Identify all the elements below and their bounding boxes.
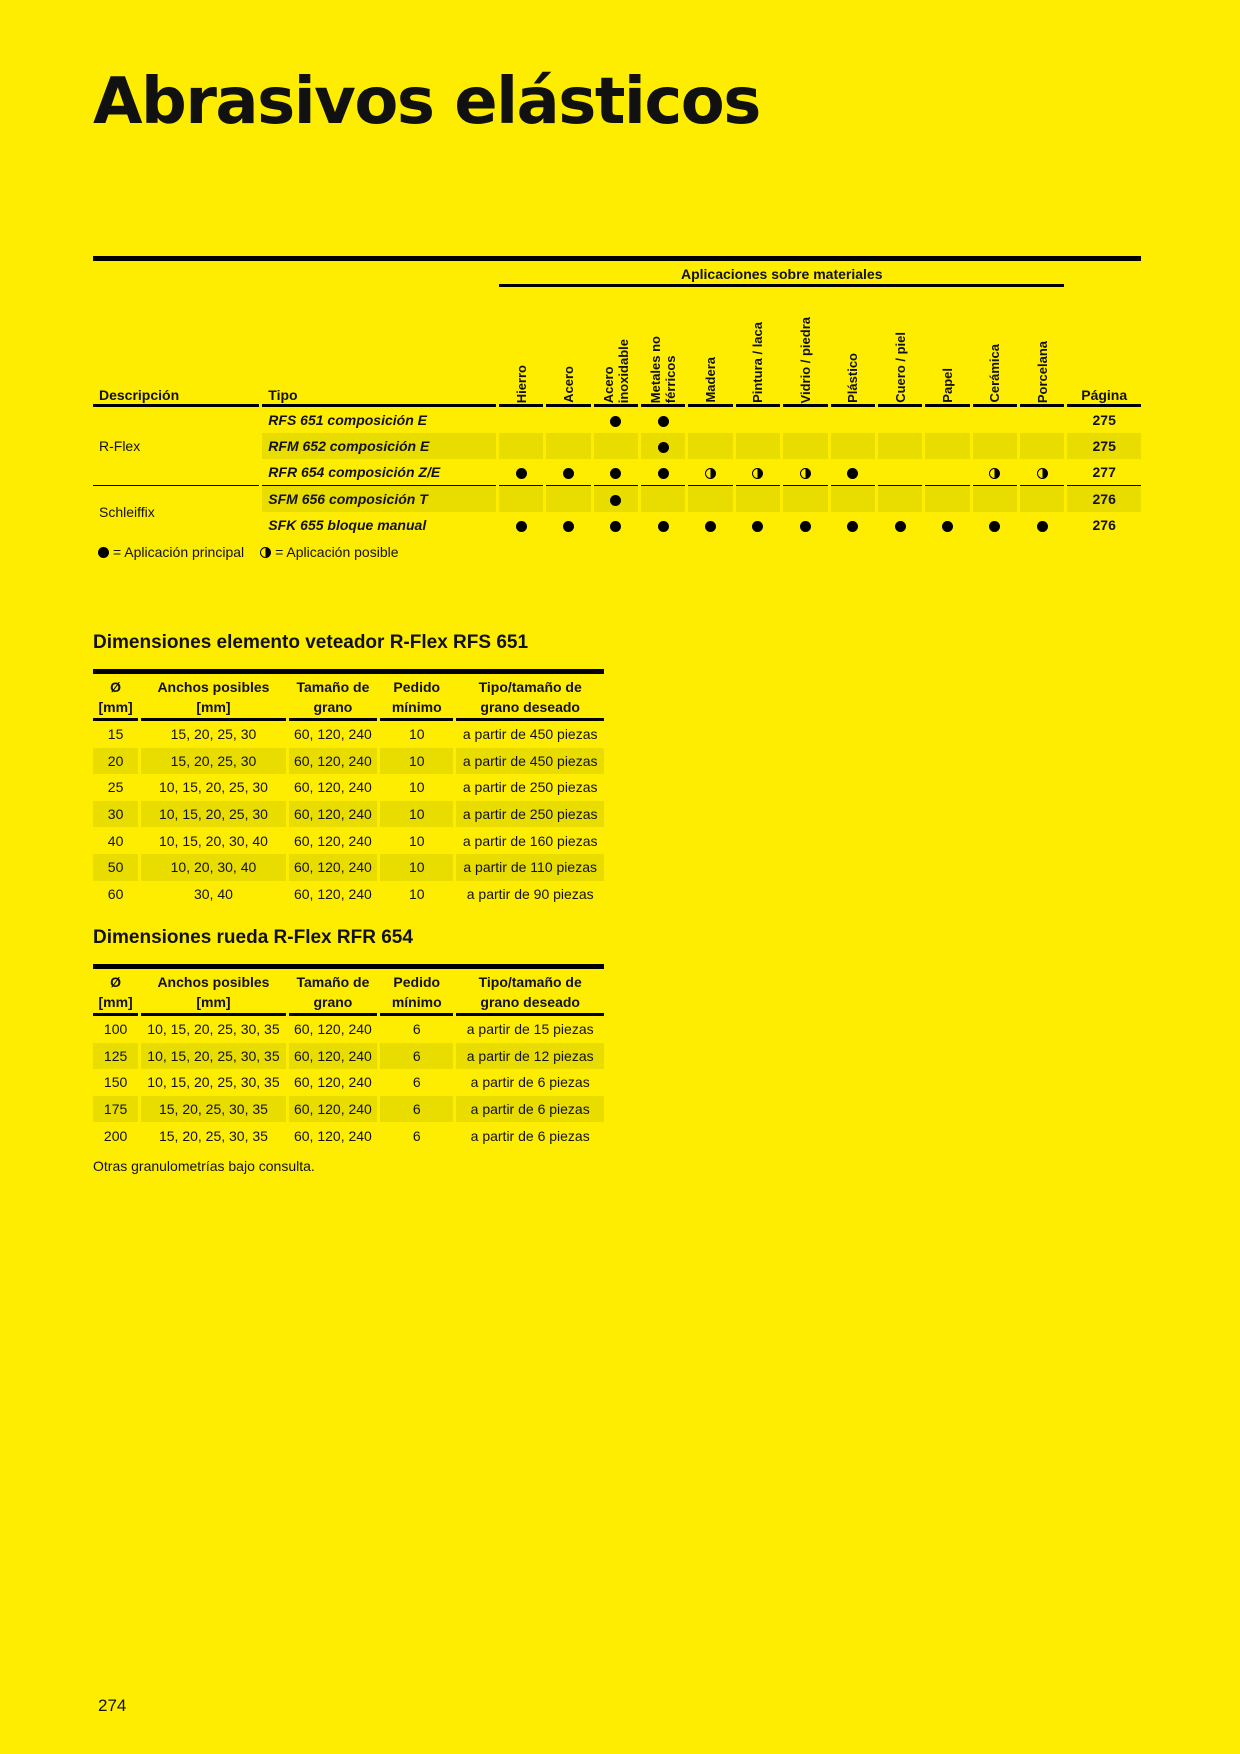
col-tamano-grano-cell: 60, 120, 240	[289, 854, 377, 881]
table-row	[93, 748, 604, 775]
col-tamano-grano-cell: 60, 120, 240	[293, 779, 372, 796]
col-diametro-cell: 30	[93, 801, 138, 828]
app-cell	[1020, 459, 1065, 486]
app-cell	[499, 459, 543, 486]
full-dot-icon	[1037, 521, 1048, 532]
app-cell	[736, 459, 780, 486]
col-diametro-cell: 15	[107, 726, 124, 743]
materials-group-header: Aplicaciones sobre materiales	[499, 264, 1064, 287]
full-dot-icon	[563, 521, 574, 532]
col-tamano-grano-cell: 60, 120, 240	[293, 1127, 372, 1144]
app-cell	[736, 433, 780, 459]
full-dot-icon	[658, 442, 669, 453]
row-tipo: SFM 656 composición T	[262, 486, 496, 512]
rfs-dimensions-table	[93, 669, 604, 907]
col-anchos-cell: 10, 15, 20, 25, 30, 35	[147, 1021, 280, 1038]
col-tipo-grano-cell: a partir de 450 piezas	[462, 726, 598, 743]
col-pedido-minimo-cell: 10	[408, 832, 425, 849]
app-cell	[831, 433, 875, 459]
app-cell	[925, 433, 969, 459]
col-material-4: Madera	[688, 287, 732, 407]
col-material-0: Hierro	[499, 287, 543, 407]
app-cell	[594, 407, 638, 433]
col-pedido-minimo-cell: 10	[408, 726, 425, 743]
col-tamano-grano-cell: 60, 120, 240	[293, 1021, 372, 1038]
app-cell	[973, 459, 1017, 486]
table-row	[93, 1016, 604, 1043]
col-tamano-grano-cell: 60, 120, 240	[289, 1096, 377, 1123]
row-descripcion: R-Flex	[93, 407, 259, 486]
full-dot-icon	[610, 416, 621, 427]
app-cell	[499, 433, 543, 459]
app-cell	[688, 486, 732, 512]
app-cell	[688, 407, 732, 433]
app-cell	[499, 407, 543, 433]
legend-principal: = Aplicación principal	[98, 544, 244, 560]
row-tipo: RFS 651 composición E	[268, 412, 427, 428]
col-anchos: Anchos posibles [mm]	[141, 677, 286, 721]
app-cell	[878, 459, 922, 486]
app-cell	[831, 486, 875, 512]
full-dot-icon	[563, 468, 574, 479]
col-material-10: Cerámica	[973, 287, 1017, 407]
rfs-table-title: Dimensiones elemento veteador R-Flex RFS 651	[93, 632, 529, 653]
app-cell	[546, 407, 590, 433]
app-cell	[594, 459, 638, 486]
col-diametro-cell: 200	[103, 1127, 128, 1144]
col-pedido-minimo-cell: 10	[408, 779, 425, 796]
row-pagina: 275	[1067, 433, 1141, 459]
app-cell	[783, 486, 827, 512]
col-tipo-grano: Tipo/tamaño de grano deseado	[456, 677, 604, 721]
col-tamano-grano-cell: 60, 120, 240	[289, 1043, 377, 1070]
col-anchos-cell: 10, 20, 30, 40	[141, 854, 286, 881]
top-rule	[93, 256, 1141, 261]
row-tipo: SFK 655 bloque manual	[268, 517, 427, 533]
col-tamano-grano-cell: 60, 120, 240	[293, 726, 372, 743]
table-row	[93, 854, 604, 881]
app-cell	[1020, 486, 1065, 512]
app-cell	[641, 486, 685, 512]
full-dot-icon	[610, 468, 621, 479]
app-cell	[736, 407, 780, 433]
table-row	[93, 486, 1141, 512]
col-pedido-minimo-cell: 6	[380, 1043, 453, 1070]
row-pagina: 276	[1092, 517, 1116, 533]
col-tipo-grano-cell: a partir de 250 piezas	[456, 801, 604, 828]
app-cell	[594, 512, 638, 538]
app-cell	[783, 512, 827, 538]
col-tipo-grano-cell: a partir de 15 piezas	[466, 1021, 594, 1038]
legend-posible: = Aplicación posible	[260, 544, 398, 560]
rfr-table-title: Dimensiones rueda R-Flex RFR 654	[93, 927, 413, 948]
col-diametro-cell: 20	[93, 748, 138, 775]
col-pedido-minimo: Pedido mínimo	[380, 972, 453, 1016]
full-dot-icon	[752, 521, 763, 532]
full-dot-icon	[658, 468, 669, 479]
col-tamano-grano: Tamaño de grano	[289, 677, 377, 721]
col-tamano-grano-cell: 60, 120, 240	[293, 885, 372, 902]
col-tipo-grano-cell: a partir de 12 piezas	[456, 1043, 604, 1070]
col-tipo-grano-cell: a partir de 6 piezas	[470, 1074, 590, 1091]
app-cell	[641, 407, 685, 433]
table-row	[93, 801, 604, 828]
col-anchos-cell: 10, 15, 20, 25, 30	[158, 779, 268, 796]
col-anchos-cell: 15, 20, 25, 30	[170, 726, 257, 743]
app-cell	[878, 407, 922, 433]
app-cell	[783, 433, 827, 459]
app-cell	[594, 486, 638, 512]
table-row	[93, 721, 604, 748]
col-pedido-minimo-cell: 6	[412, 1127, 421, 1144]
col-descripcion: Descripción	[93, 287, 259, 407]
col-anchos-cell: 10, 15, 20, 25, 30, 35	[147, 1074, 280, 1091]
col-pedido-minimo-cell: 10	[408, 885, 425, 902]
app-cell	[878, 486, 922, 512]
table-header	[93, 677, 604, 721]
col-diametro-cell: 175	[93, 1096, 138, 1123]
table-row	[93, 407, 1141, 433]
app-cell	[973, 407, 1017, 433]
app-cell	[546, 512, 590, 538]
app-cell	[641, 512, 685, 538]
col-anchos-cell: 15, 20, 25, 30	[141, 748, 286, 775]
row-tipo: RFM 652 composición E	[262, 433, 496, 459]
full-dot-icon	[895, 521, 906, 532]
row-pagina: 276	[1067, 486, 1141, 512]
application-matrix	[93, 256, 1141, 560]
app-cell	[783, 407, 827, 433]
half-dot-icon	[1037, 468, 1048, 479]
col-pedido-minimo-cell: 10	[380, 854, 453, 881]
col-tamano-grano-cell: 60, 120, 240	[293, 832, 372, 849]
col-diametro-cell: 100	[103, 1021, 128, 1038]
app-cell	[546, 459, 590, 486]
col-diametro: Ø [mm]	[93, 677, 138, 721]
full-dot-icon	[705, 521, 716, 532]
col-material-7: Plástico	[831, 287, 875, 407]
app-cell	[688, 512, 732, 538]
col-material-11: Porcelana	[1020, 287, 1065, 407]
full-dot-icon	[610, 495, 621, 506]
app-cell	[736, 512, 780, 538]
table-row	[93, 1122, 604, 1149]
col-diametro: Ø [mm]	[93, 972, 138, 1016]
app-cell	[688, 459, 732, 486]
page-number: 274	[98, 1696, 127, 1715]
col-pedido-minimo: Pedido mínimo	[380, 677, 453, 721]
col-material-2: Acero inoxidable	[594, 287, 638, 407]
col-anchos-cell: 10, 15, 20, 25, 30	[141, 801, 286, 828]
legend	[93, 544, 1141, 560]
table-row	[93, 827, 604, 854]
app-cell	[546, 486, 590, 512]
app-cell	[499, 512, 543, 538]
col-anchos-cell: 10, 15, 20, 30, 40	[158, 832, 268, 849]
full-dot-icon	[516, 521, 527, 532]
full-dot-icon	[847, 521, 858, 532]
col-pedido-minimo-cell: 6	[412, 1074, 421, 1091]
full-dot-icon	[658, 416, 669, 427]
col-material-9: Papel	[925, 287, 969, 407]
col-pagina: Página	[1067, 287, 1141, 407]
half-dot-icon	[260, 547, 271, 558]
app-cell	[973, 512, 1017, 538]
col-tipo-grano-cell: a partir de 6 piezas	[470, 1127, 590, 1144]
col-tipo-grano-cell: a partir de 110 piezas	[456, 854, 604, 881]
col-pedido-minimo-cell: 6	[412, 1021, 421, 1038]
app-cell	[1020, 433, 1065, 459]
app-cell	[973, 433, 1017, 459]
app-cell	[831, 407, 875, 433]
col-tamano-grano-cell: 60, 120, 240	[293, 1074, 372, 1091]
app-cell	[925, 407, 969, 433]
col-material-1: Acero	[546, 287, 590, 407]
col-tamano-grano-cell: 60, 120, 240	[289, 801, 377, 828]
app-cell	[831, 459, 875, 486]
app-cell	[641, 459, 685, 486]
col-tipo-grano-cell: a partir de 250 piezas	[462, 779, 598, 796]
col-diametro-cell: 60	[107, 885, 124, 902]
col-tipo-grano-cell: a partir de 90 piezas	[466, 885, 594, 902]
col-tamano-grano-cell: 60, 120, 240	[289, 748, 377, 775]
col-anchos: Anchos posibles [mm]	[141, 972, 286, 1016]
col-tipo: Tipo	[262, 287, 496, 407]
col-material-8: Cuero / piel	[878, 287, 922, 407]
app-cell	[925, 512, 969, 538]
app-cell	[1020, 512, 1065, 538]
app-cell	[925, 459, 969, 486]
app-cell	[925, 486, 969, 512]
rfr-dimensions-table	[93, 964, 604, 1149]
table-row	[93, 1043, 604, 1070]
col-anchos-cell: 30, 40	[193, 885, 233, 902]
row-descripcion: Schleiffix	[99, 504, 155, 520]
row-pagina: 275	[1092, 412, 1116, 428]
col-tipo-grano-cell: a partir de 450 piezas	[456, 748, 604, 775]
half-dot-icon	[705, 468, 716, 479]
col-anchos-cell: 15, 20, 25, 30, 35	[158, 1127, 268, 1144]
app-cell	[736, 486, 780, 512]
col-material-5: Pintura / laca	[736, 287, 780, 407]
full-dot-icon	[516, 468, 527, 479]
app-cell	[878, 512, 922, 538]
app-cell	[594, 433, 638, 459]
col-diametro-cell: 150	[103, 1074, 128, 1091]
col-pedido-minimo-cell: 6	[380, 1096, 453, 1123]
half-dot-icon	[752, 468, 763, 479]
app-cell	[973, 486, 1017, 512]
col-diametro-cell: 50	[93, 854, 138, 881]
full-dot-icon	[610, 521, 621, 532]
table-row	[93, 774, 604, 801]
app-cell	[499, 486, 543, 512]
col-pedido-minimo-cell: 10	[380, 748, 453, 775]
page-title: Abrasivos elásticos	[93, 65, 760, 139]
half-dot-icon	[989, 468, 1000, 479]
col-pedido-minimo-cell: 10	[380, 801, 453, 828]
col-anchos-cell: 10, 15, 20, 25, 30, 35	[141, 1043, 286, 1070]
col-diametro-cell: 40	[107, 832, 124, 849]
col-tipo-grano: Tipo/tamaño de grano deseado	[456, 972, 604, 1016]
col-anchos-cell: 15, 20, 25, 30, 35	[141, 1096, 286, 1123]
app-cell	[688, 433, 732, 459]
full-dot-icon	[847, 468, 858, 479]
app-cell	[1020, 407, 1065, 433]
half-dot-icon	[800, 468, 811, 479]
full-dot-icon	[942, 521, 953, 532]
col-tipo-grano-cell: a partir de 160 piezas	[462, 832, 598, 849]
table-header	[93, 972, 604, 1016]
col-tipo-grano-cell: a partir de 6 piezas	[456, 1096, 604, 1123]
row-pagina: 277	[1067, 459, 1141, 486]
app-cell	[546, 433, 590, 459]
col-diametro-cell: 25	[107, 779, 124, 796]
app-cell	[641, 433, 685, 459]
table-row	[93, 1069, 604, 1096]
full-dot-icon	[800, 521, 811, 532]
col-tamano-grano: Tamaño de grano	[289, 972, 377, 1016]
app-cell	[831, 512, 875, 538]
col-material-3: Metales no férricos	[641, 287, 685, 407]
full-dot-icon	[98, 547, 109, 558]
col-material-6: Vidrio / piedra	[783, 287, 827, 407]
app-cell	[878, 433, 922, 459]
footnote: Otras granulometrías bajo consulta.	[93, 1158, 315, 1174]
table-row	[93, 881, 604, 908]
app-cell	[783, 459, 827, 486]
table-row	[93, 1096, 604, 1123]
row-tipo: RFR 654 composición Z/E	[262, 459, 496, 486]
col-diametro-cell: 125	[93, 1043, 138, 1070]
full-dot-icon	[989, 521, 1000, 532]
full-dot-icon	[658, 521, 669, 532]
